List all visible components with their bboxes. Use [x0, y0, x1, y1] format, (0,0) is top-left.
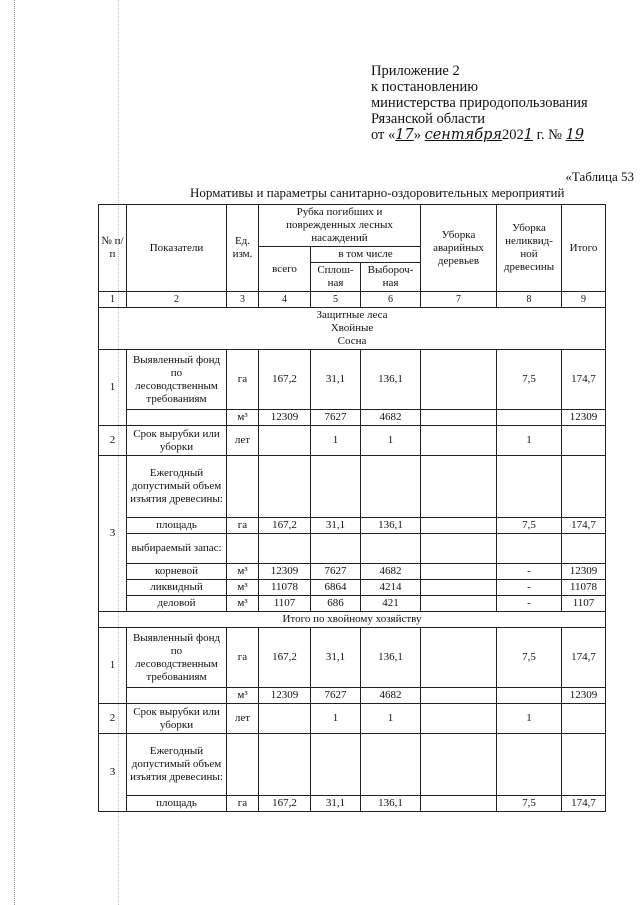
appendix-line: Приложение 2 — [371, 63, 460, 79]
header-incl: в том числе — [311, 247, 421, 263]
cell-value: 1 — [497, 704, 562, 734]
date-mid: » — [413, 127, 421, 143]
cell-value: 7627 — [311, 564, 361, 580]
cell-unit: лет — [227, 704, 259, 734]
table-reference: «Таблица 53 — [565, 169, 634, 184]
section-total-heading: Итого по хвойному хозяйству — [99, 612, 606, 628]
cell-value: 11078 — [562, 580, 606, 596]
decree-number: 19 — [565, 127, 585, 143]
appendix-line: к постановлению — [371, 79, 479, 95]
cell-value: 7627 — [311, 410, 361, 426]
cell-empty — [421, 734, 497, 796]
cell-value: 7,5 — [497, 350, 562, 410]
date-year-suffix: 1 — [523, 127, 533, 143]
date-tail: г. № — [532, 127, 562, 143]
cell-unit: га — [227, 628, 259, 688]
cell-empty — [259, 734, 311, 796]
cell-value: 136,1 — [361, 796, 421, 812]
cell-empty — [421, 350, 497, 410]
binding-margin — [4, 0, 15, 905]
cell-unit: м³ — [227, 410, 259, 426]
cell-empty — [421, 596, 497, 612]
section-line: Хвойные — [330, 322, 374, 334]
row-label: Срок вырубки или уборки — [127, 704, 227, 734]
cell-value: 136,1 — [361, 350, 421, 410]
col-number: 2 — [127, 292, 227, 308]
cell-value: 7,5 — [497, 518, 562, 534]
cell-value: 174,7 — [562, 350, 606, 410]
cell-empty — [421, 426, 497, 456]
cell-unit: лет — [227, 426, 259, 456]
section-heading — [99, 308, 606, 350]
cell-unit: га — [227, 796, 259, 812]
header-num: № п/п — [99, 205, 127, 292]
header-indicator: Показатели — [127, 205, 227, 292]
cell-value: 1107 — [562, 596, 606, 612]
col-number: 8 — [497, 292, 562, 308]
cell-value: 1 — [497, 426, 562, 456]
row-label: Срок вырубки или уборки — [127, 426, 227, 456]
row-label: Выявленный фонд по лесоводственным требованиям — [127, 628, 227, 688]
cell-value: 1 — [361, 426, 421, 456]
cell-value: 421 — [361, 596, 421, 612]
header-total: Итого — [562, 205, 606, 292]
cell-value: 167,2 — [259, 518, 311, 534]
cell-value: 31,1 — [311, 796, 361, 812]
cell-empty — [421, 796, 497, 812]
header-nonliquid: Уборка неликвид-ной древесины — [497, 205, 562, 292]
norms-table — [98, 204, 606, 812]
cell-value: 12309 — [562, 410, 606, 426]
cell-value: 6864 — [311, 580, 361, 596]
cell-value: 167,2 — [259, 350, 311, 410]
header-selective: Выбороч-ная — [361, 263, 421, 292]
cell-empty — [497, 410, 562, 426]
col-number: 9 — [562, 292, 606, 308]
row-label: площадь — [127, 796, 227, 812]
row-num: 3 — [99, 456, 127, 612]
cell-empty — [421, 410, 497, 426]
table-title: Нормативы и параметры санитарно-оздоровительных мероприятий — [190, 185, 565, 200]
cell-empty — [421, 580, 497, 596]
cell-value: 1 — [361, 704, 421, 734]
cell-empty — [562, 734, 606, 796]
col-number: 7 — [421, 292, 497, 308]
cell-empty — [127, 688, 227, 704]
header-clear: Сплош-ная — [311, 263, 361, 292]
cell-value: - — [497, 564, 562, 580]
section-line: Защитные леса — [316, 309, 388, 321]
cell-empty — [227, 734, 259, 796]
cell-value: 7,5 — [497, 796, 562, 812]
cell-value: 136,1 — [361, 628, 421, 688]
cell-value: 174,7 — [562, 628, 606, 688]
col-number: 5 — [311, 292, 361, 308]
cell-value: 4682 — [361, 564, 421, 580]
col-number: 6 — [361, 292, 421, 308]
row-label: корневой — [127, 564, 227, 580]
row-label: выбираемый запас: — [127, 534, 227, 564]
cell-value: 31,1 — [311, 518, 361, 534]
header-total-felling: всего — [259, 247, 311, 292]
cell-unit: га — [227, 350, 259, 410]
cell-unit: м³ — [227, 688, 259, 704]
cell-value: 1 — [311, 704, 361, 734]
cell-empty — [127, 410, 227, 426]
date-day: 17 — [395, 127, 414, 143]
cell-unit: м³ — [227, 564, 259, 580]
cell-value: - — [497, 580, 562, 596]
date-year-prefix: 202 — [501, 127, 524, 143]
cell-empty — [227, 456, 259, 518]
row-num: 1 — [99, 628, 127, 704]
col-number: 4 — [259, 292, 311, 308]
cell-value: 1 — [311, 426, 361, 456]
cell-value: 686 — [311, 596, 361, 612]
appendix-line: Рязанской области — [371, 111, 485, 127]
cell-empty — [562, 426, 606, 456]
row-num: 2 — [99, 426, 127, 456]
cell-value: 12309 — [259, 564, 311, 580]
appendix-date-line — [371, 127, 631, 143]
row-num: 1 — [99, 350, 127, 426]
cell-empty — [497, 456, 562, 518]
cell-empty — [227, 534, 259, 564]
cell-empty — [361, 456, 421, 518]
cell-empty — [562, 456, 606, 518]
row-label: Ежегодный допустимый объем изъятия древесины: — [127, 734, 227, 796]
cell-empty — [259, 456, 311, 518]
cell-empty — [421, 534, 497, 564]
cell-empty — [259, 426, 311, 456]
cell-empty — [421, 564, 497, 580]
header-emergency: Уборка аварийных деревьев — [421, 205, 497, 292]
cell-empty — [497, 534, 562, 564]
cell-value: 7,5 — [497, 628, 562, 688]
cell-value: 174,7 — [562, 518, 606, 534]
appendix-header — [371, 63, 631, 143]
cell-value: 12309 — [562, 688, 606, 704]
section-line: Сосна — [337, 335, 367, 347]
cell-value: 31,1 — [311, 628, 361, 688]
cell-empty — [562, 534, 606, 564]
cell-value: 4682 — [361, 410, 421, 426]
cell-empty — [497, 688, 562, 704]
cell-value: 167,2 — [259, 628, 311, 688]
row-label: деловой — [127, 596, 227, 612]
cell-value: 136,1 — [361, 518, 421, 534]
cell-empty — [311, 456, 361, 518]
cell-value: 1107 — [259, 596, 311, 612]
cell-empty — [259, 534, 311, 564]
cell-empty — [421, 704, 497, 734]
cell-unit: га — [227, 518, 259, 534]
col-number: 1 — [99, 292, 127, 308]
cell-empty — [497, 734, 562, 796]
cell-empty — [311, 534, 361, 564]
appendix-line: министерства природопользования — [371, 95, 588, 111]
cell-empty — [562, 704, 606, 734]
cell-value: 167,2 — [259, 796, 311, 812]
cell-empty — [421, 518, 497, 534]
cell-value: - — [497, 596, 562, 612]
row-label: ликвидный — [127, 580, 227, 596]
cell-value: 31,1 — [311, 350, 361, 410]
cell-value: 174,7 — [562, 796, 606, 812]
cell-empty — [421, 688, 497, 704]
date-prefix: от « — [371, 127, 396, 143]
cell-empty — [421, 456, 497, 518]
cell-value: 12309 — [259, 688, 311, 704]
cell-unit: м³ — [227, 596, 259, 612]
cell-value: 12309 — [259, 410, 311, 426]
row-num: 3 — [99, 734, 127, 812]
cell-value: 11078 — [259, 580, 311, 596]
cell-value: 4682 — [361, 688, 421, 704]
row-label: Ежегодный допустимый объем изъятия древесины: — [127, 456, 227, 518]
cell-value: 4214 — [361, 580, 421, 596]
cell-empty — [361, 534, 421, 564]
cell-empty — [259, 704, 311, 734]
row-num: 2 — [99, 704, 127, 734]
cell-empty — [361, 734, 421, 796]
header-unit: Ед. изм. — [227, 205, 259, 292]
cell-value: 7627 — [311, 688, 361, 704]
row-label: площадь — [127, 518, 227, 534]
cell-unit: м³ — [227, 580, 259, 596]
row-label: Выявленный фонд по лесоводственным требованиям — [127, 350, 227, 410]
header-felling: Рубка погибших и поврежденных лесных насаждений — [259, 205, 421, 247]
cell-empty — [421, 628, 497, 688]
col-number: 3 — [227, 292, 259, 308]
cell-value: 12309 — [562, 564, 606, 580]
cell-empty — [311, 734, 361, 796]
date-month: сентября — [424, 127, 502, 143]
